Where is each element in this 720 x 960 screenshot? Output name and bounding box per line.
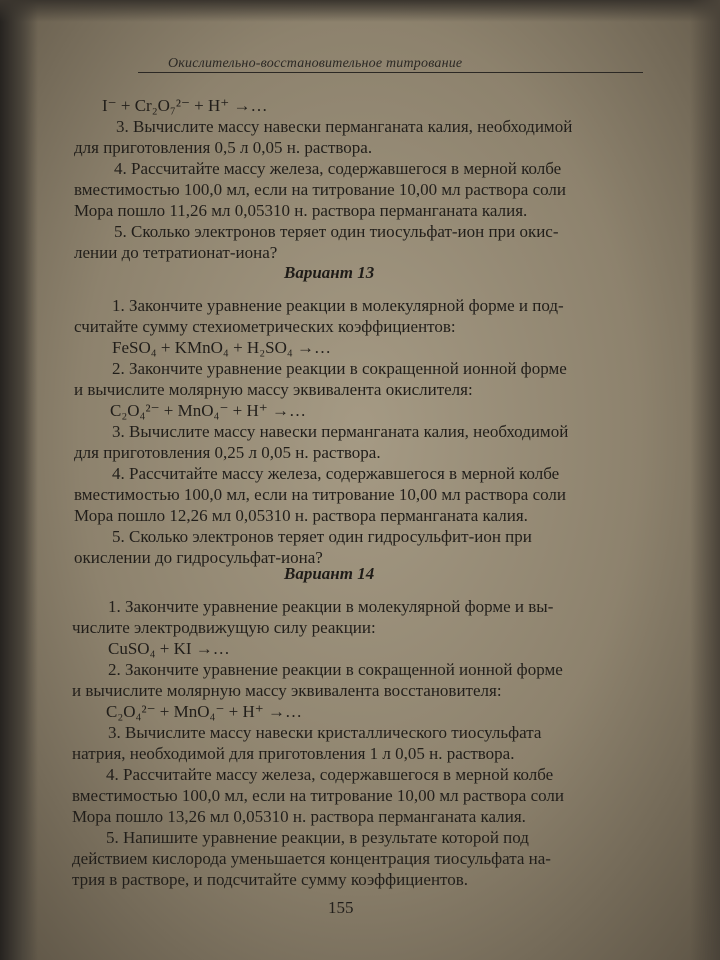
text-line: 1. Закончите уравнение реакции в молекулярной форме и вы- <box>108 597 554 616</box>
formula-line: C₂O₄²⁻ + MnO₄⁻ + H⁺ →… <box>106 702 303 721</box>
text-line: для приготовления 0,25 л 0,05 н. раствора. <box>74 443 381 462</box>
formula-line: FeSO₄ + KMnO₄ + H₂SO₄ →… <box>112 338 332 357</box>
text-line: для приготовления 0,5 л 0,05 н. раствора. <box>74 138 373 157</box>
text-line: окислении до гидросульфат-иона? <box>74 548 323 567</box>
text-line: натрия, необходимой для приготовления 1 л 0,05 н. раствора. <box>72 744 515 763</box>
text-line: лении до тетратионат-иона? <box>74 243 278 262</box>
running-head: Окислительно-восстановительное титрование <box>168 56 463 71</box>
text-line: 1. Закончите уравнение реакции в молекулярной форме и под- <box>112 296 564 315</box>
text-line: Мора пошло 11,26 мл 0,05310 н. раствора перманганата калия. <box>74 201 528 220</box>
text-line: 5. Сколько электронов теряет один тиосульфат-ион при окис- <box>114 222 559 241</box>
text-line: Мора пошло 12,26 мл 0,05310 н. раствора перманганата калия. <box>74 506 528 525</box>
text-line: 2. Закончите уравнение реакции в сокращенной ионной форме <box>108 660 563 679</box>
header-rule <box>138 72 643 73</box>
text-line: трия в растворе, и подсчитайте сумму коэффициентов. <box>72 870 469 889</box>
formula-line: CuSO₄ + KI →… <box>108 639 230 658</box>
text-line: I⁻ + Cr₂O₇²⁻ + H⁺ →… <box>102 96 268 115</box>
text-line: считайте сумму стехиометрических коэффициентов: <box>74 317 456 336</box>
variant-13-heading: Вариант 13 <box>284 263 375 282</box>
formula-line: C₂O₄²⁻ + MnO₄⁻ + H⁺ →… <box>110 401 307 420</box>
text-line: 3. Вычислите массу навески перманганата калия, необходимой <box>116 117 573 136</box>
text-line: действием кислорода уменьшается концентрация тиосульфата на- <box>72 849 551 868</box>
text-line: 4. Рассчитайте массу железа, содержавшегося в мерной колбе <box>114 159 562 178</box>
text-line: 4. Рассчитайте массу железа, содержавшегося в мерной колбе <box>112 464 560 483</box>
text-line: числите электродвижущую силу реакции: <box>72 618 376 637</box>
text-line: 3. Вычислите массу навески кристаллического тиосульфата <box>108 723 542 742</box>
variant-14-heading: Вариант 14 <box>284 564 375 583</box>
right-edge-shadow <box>690 0 720 960</box>
text-line: 4. Рассчитайте массу железа, содержавшегося в мерной колбе <box>106 765 554 784</box>
text-line: вместимостью 100,0 мл, если на титрование 10,00 мл раствора соли <box>74 180 566 199</box>
text-line: вместимостью 100,0 мл, если на титрование 10,00 мл раствора соли <box>74 485 566 504</box>
text-line: 5. Сколько электронов теряет один гидросульфит-ион при <box>112 527 532 546</box>
page <box>28 0 668 960</box>
text-line: 5. Напишите уравнение реакции, в результате которой под <box>106 828 529 847</box>
text-line: 2. Закончите уравнение реакции в сокращенной ионной форме <box>112 359 567 378</box>
text-line: 3. Вычислите массу навески перманганата калия, необходимой <box>112 422 569 441</box>
text-line: Мора пошло 13,26 мл 0,05310 н. раствора перманганата калия. <box>72 807 526 826</box>
text-line: вместимостью 100,0 мл, если на титрование 10,00 мл раствора соли <box>72 786 564 805</box>
text-line: и вычислите молярную массу эквивалента восстановителя: <box>72 681 502 700</box>
text-line: и вычислите молярную массу эквивалента окислителя: <box>74 380 473 399</box>
page-number: 155 <box>328 898 354 917</box>
